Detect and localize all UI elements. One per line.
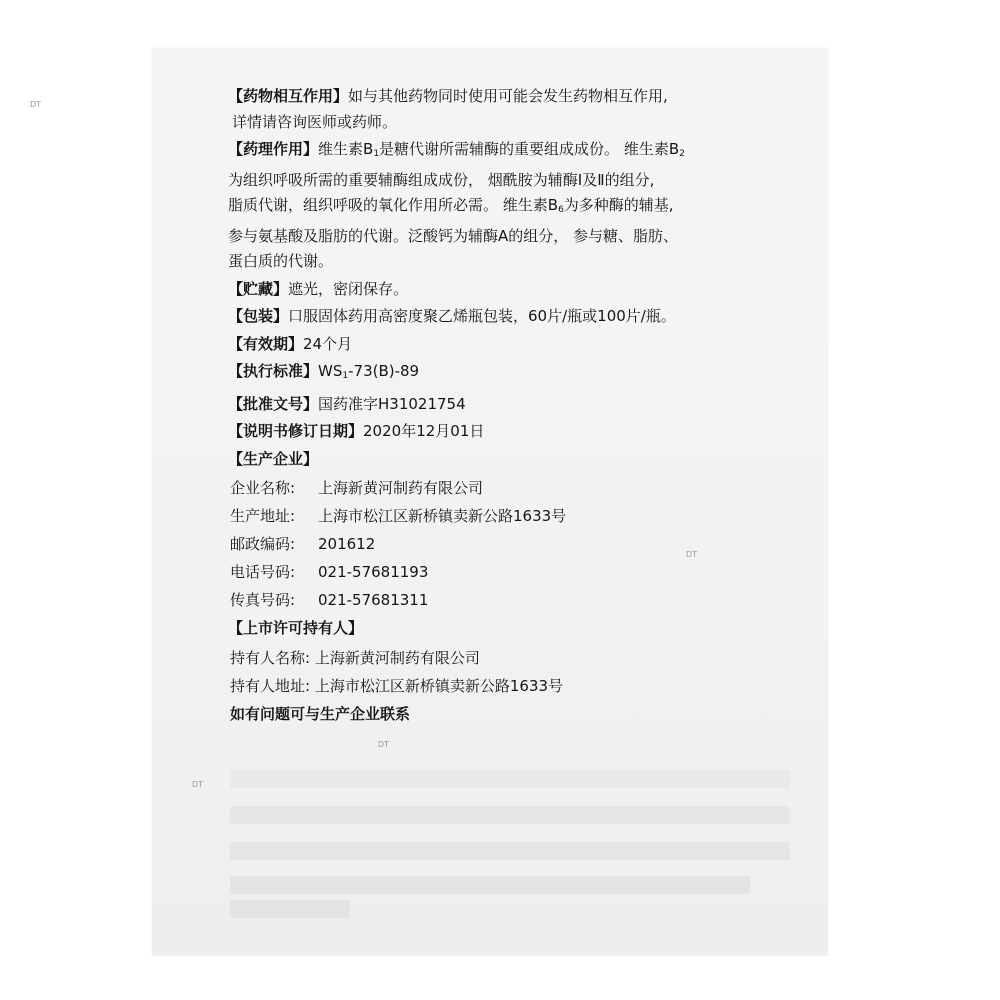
holder-section xyxy=(228,616,768,642)
watermark: DT xyxy=(30,100,42,109)
section-heading: 【说明书修订日期】 xyxy=(228,422,364,440)
reverse-bleed xyxy=(230,900,350,918)
revision-section: 【说明书修订日期】2020年12月01日 xyxy=(228,422,485,440)
list-item: 电话号码: 021-57681193 xyxy=(230,563,429,581)
pharmacology-section: 【药理作用】维生素$B_1$是糖代谢所需辅酶的重要组成成份。 维生素$B_2$ xyxy=(228,140,685,159)
list-item: 邮政编码: 201612 xyxy=(230,535,376,553)
section-heading: 【批准文号】 xyxy=(228,394,319,413)
list-item: 持有人地址: 上海市松江区新桥镇卖新公路1633号 xyxy=(230,676,564,695)
section-heading: 【有效期】 xyxy=(228,334,304,353)
reverse-bleed xyxy=(230,842,790,860)
storage-section: 【贮藏】遮光，密闭保存。 xyxy=(228,279,409,298)
section-heading: 【上市许可持有人】 xyxy=(228,619,364,637)
contact-note: 如有问题可与生产企业联系 xyxy=(230,704,411,723)
reverse-bleed xyxy=(230,806,790,824)
standard-section: 【执行标准】$WS_1-73(B)-89$ xyxy=(228,362,420,381)
list-item: 生产地址: 上海市松江区新桥镇卖新公路1633号 xyxy=(230,507,567,525)
manufacturer-details xyxy=(228,474,768,614)
reverse-bleed xyxy=(230,876,750,894)
list-item: 持有人名称: 上海新黄河制药有限公司 xyxy=(230,648,480,667)
section-heading: 【药物相互作用】 xyxy=(228,87,349,105)
approval-section: 【批准文号】国药准字H31021754 xyxy=(228,394,466,413)
watermark: DT xyxy=(686,550,698,559)
package-section: 【包装】口服固体药用高密度聚乙烯瓶包装，60片/瓶或100片/瓶。 xyxy=(228,307,676,325)
list-item: 企业名称: 上海新黄河制药有限公司 xyxy=(230,479,484,497)
watermark: DT xyxy=(192,780,204,789)
section-heading: 【生产企业】 xyxy=(228,449,319,468)
reverse-bleed xyxy=(230,770,790,788)
section-heading: 【药理作用】 xyxy=(228,140,319,158)
holder-details xyxy=(228,644,768,700)
section-heading: 【贮藏】 xyxy=(228,279,289,298)
watermark: DT xyxy=(378,740,390,749)
section-heading: 【包装】 xyxy=(228,307,289,325)
section-heading: 【执行标准】 xyxy=(228,362,319,380)
interaction-section: 【药物相互作用】如与其他药物同时使用可能会发生药物相互作用, xyxy=(228,87,668,105)
leaflet-text: 【药物相互作用】如与其他药物同时使用可能会发生药物相互作用, 详情请咨询医师或药师。 【药理作用】维生素$B_1$是糖代谢所需辅酶的重要组成成份。 维生素$B_2$ 为组织呼吸所需的重要辅酶组成成份， 烟酰胺为辅酶Ⅰ及Ⅱ的组分, 脂质代谢，组织呼吸的氧化作用所必需。 维生素$B_6$为多种酶的辅基, 参与氨基酸及脂肪的代谢。泛酸钙为辅酶A的组分， 参与糖、脂肪、 蛋白质的代谢。 【贮藏】遮光，密闭保存。 【包装】口服固体药用高密度聚乙烯瓶包装，60片/瓶或100片/瓶。 【有效期】24个月 【执行标准】$WS_1-73(B)-89$ 【批准文号】国药准字H31021754 【说明书修订日期】2020年12月01日 【生产企业】 企业名称: 上海新黄河制药有限公司 生产地址: 上海市松江区新桥镇卖新公路1633号 邮政编码: 201612 电话号码: 021-57681193 传真号码: 021-57681311 【上市许可持有人】 持有人名称: 上海新黄河制药有限公司 持有人地址: 上海市松江区新桥镇卖新公路1633号 如有问题可与生产企业联系 xyxy=(228,84,768,727)
list-item: 传真号码: 021-57681311 xyxy=(230,591,429,609)
validity-section: 【有效期】24个月 xyxy=(228,334,353,353)
manufacturer-section xyxy=(228,447,768,473)
